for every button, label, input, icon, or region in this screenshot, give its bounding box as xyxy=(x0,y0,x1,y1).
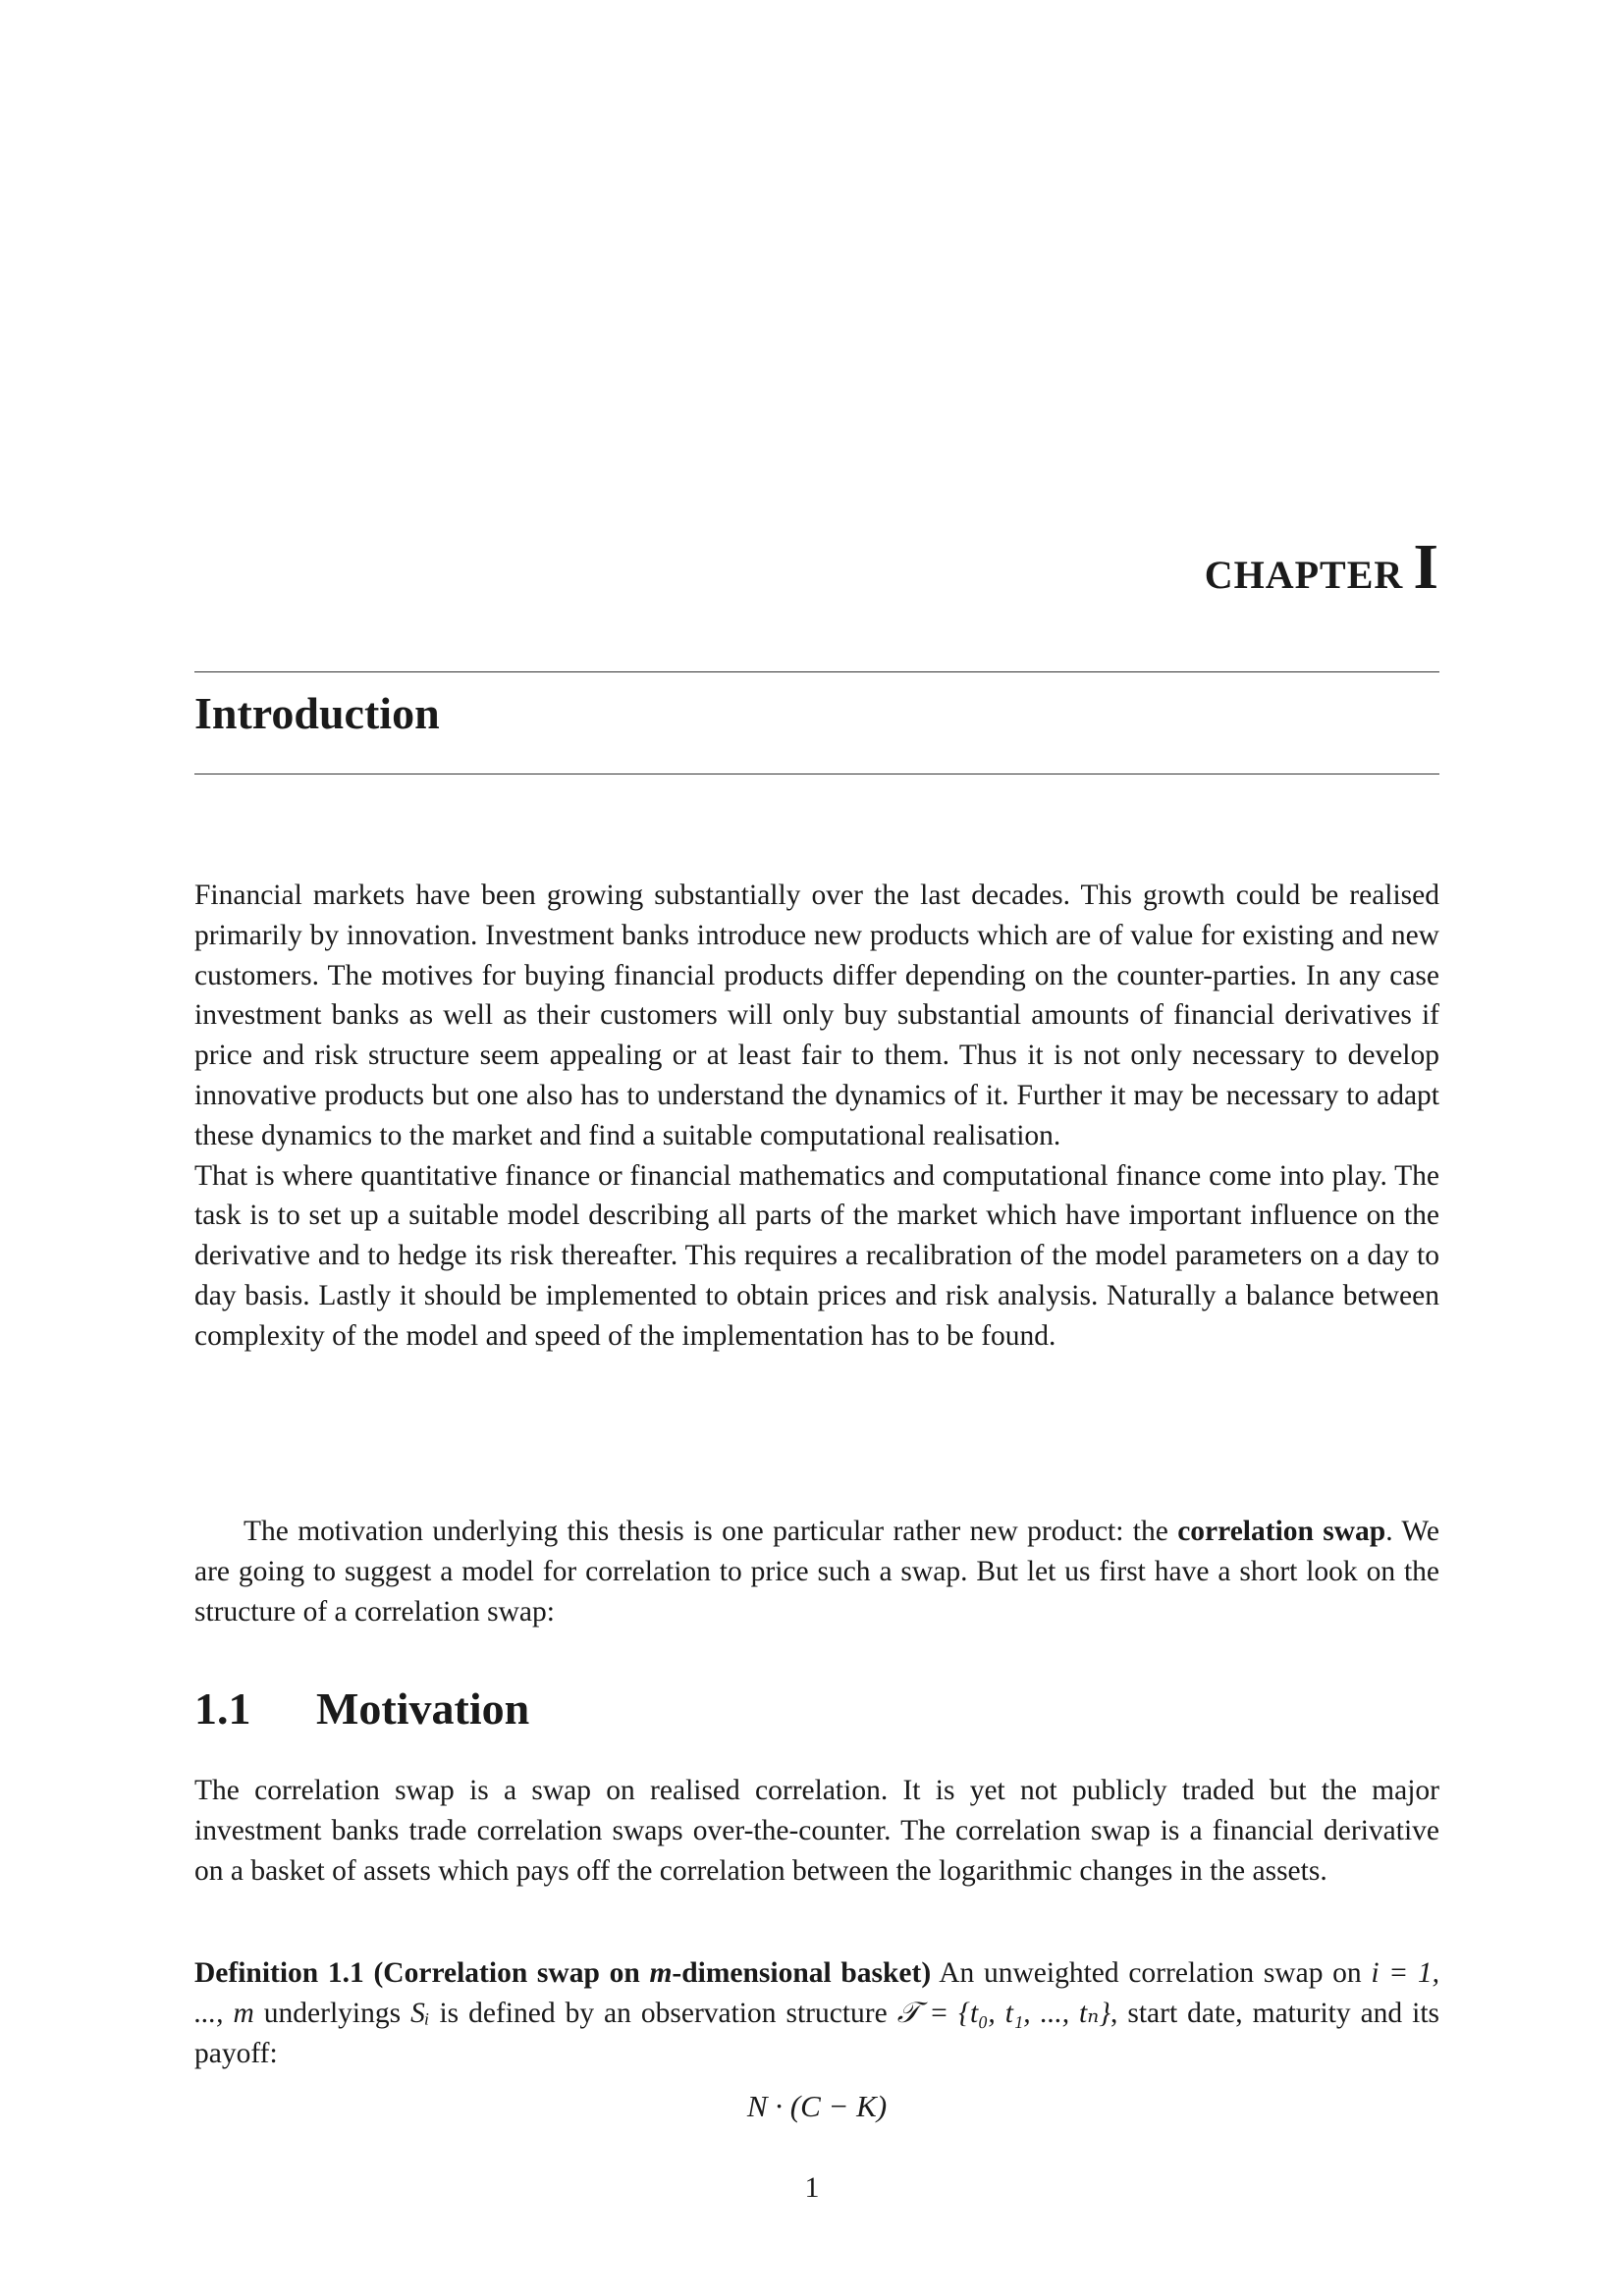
definition-underlying: Sᵢ xyxy=(410,1997,430,2029)
definition-heading xyxy=(194,1957,931,1989)
intro-paragraph-3 xyxy=(194,1512,1439,1631)
section-body xyxy=(194,1771,1439,1891)
page-number: 1 xyxy=(804,2171,820,2204)
definition-heading-var: m xyxy=(649,1957,673,1989)
section-title: Motivation xyxy=(316,1683,530,1734)
definition-paragraph xyxy=(194,1953,1439,2073)
payoff-formula: N · (C − K) xyxy=(746,2089,888,2123)
definition-text-1: An unweighted correlation swap on xyxy=(931,1957,1372,1989)
section-heading xyxy=(194,1682,529,1735)
title-rule-top xyxy=(194,671,1439,672)
definition-structure: 𝒯 = {t₀, t₁, ..., tₙ} xyxy=(896,1997,1111,2029)
definition-heading-pre: Definition 1.1 (Correlation swap on xyxy=(194,1957,650,1989)
section-paragraph-1: The correlation swap is a swap on realised correlation. It is yet not publicly traded but the major investment banks trade correlation swaps over-the-counter. The correlation swap is a financial derivative on a basket of assets which pays off the correlation between the logarithmic changes in the assets. xyxy=(194,1775,1439,1887)
motivation-intro-block xyxy=(194,1512,1439,1631)
chapter-title: Introduction xyxy=(194,688,440,738)
definition-text-4: , start date, maturity and its payoff: xyxy=(194,1997,1440,2069)
intro-paragraph-3-start: The motivation underlying this thesis is one particular rather new product: the xyxy=(244,1516,1178,1547)
chapter-label xyxy=(1205,530,1439,605)
definition-text-2: underlyings xyxy=(253,1997,411,2029)
intro-paragraph-1: Financial markets have been growing substantially over the last decades. This growth could be realised primarily by innovation. Investment banks introduce new products which are of value for existing and new customers. The motives for buying financial products differ depending on the counter-parties. In any case investment banks as well as their customers will only buy substantial amounts of financial derivatives if price and risk structure seem appealing or at least fair to them. Thus it is not only necessary to develop innovative products but one also has to understand the dynamics of it. Further it may be necessary to adapt these dynamics to the market and find a suitable computational realisation. xyxy=(194,880,1439,1151)
intro-paragraph-2: That is where quantitative finance or financial mathematics and computational finance come into play. The task is to set up a suitable model describing all parts of the market which have important influence on the derivative and to hedge its risk thereafter. This requires a recalibration of the model parameters on a day to day basis. Lastly it should be implemented to obtain prices and risk analysis. Naturally a balance between complexity of the model and speed of the implementation has to be found. xyxy=(194,1159,1439,1352)
chapter-number: I xyxy=(1413,531,1439,603)
definition-heading-post: -dimensional basket) xyxy=(672,1957,932,1989)
definition-text-3: is defined by an observation structure xyxy=(429,1997,897,2029)
correlation-swap-term: correlation swap xyxy=(1177,1516,1386,1547)
chapter-word: CHAPTER xyxy=(1204,553,1404,597)
section-number: 1.1 xyxy=(194,1683,251,1734)
intro-block xyxy=(194,876,1439,1357)
definition-block xyxy=(194,1953,1439,2073)
definition-range: i = 1, ..., m xyxy=(194,1957,1439,2029)
intro-paragraph-3-end: . We are going to suggest a model for correlation to price such a swap. But let us first have a short look on the structure of a correlation swap: xyxy=(194,1516,1439,1628)
